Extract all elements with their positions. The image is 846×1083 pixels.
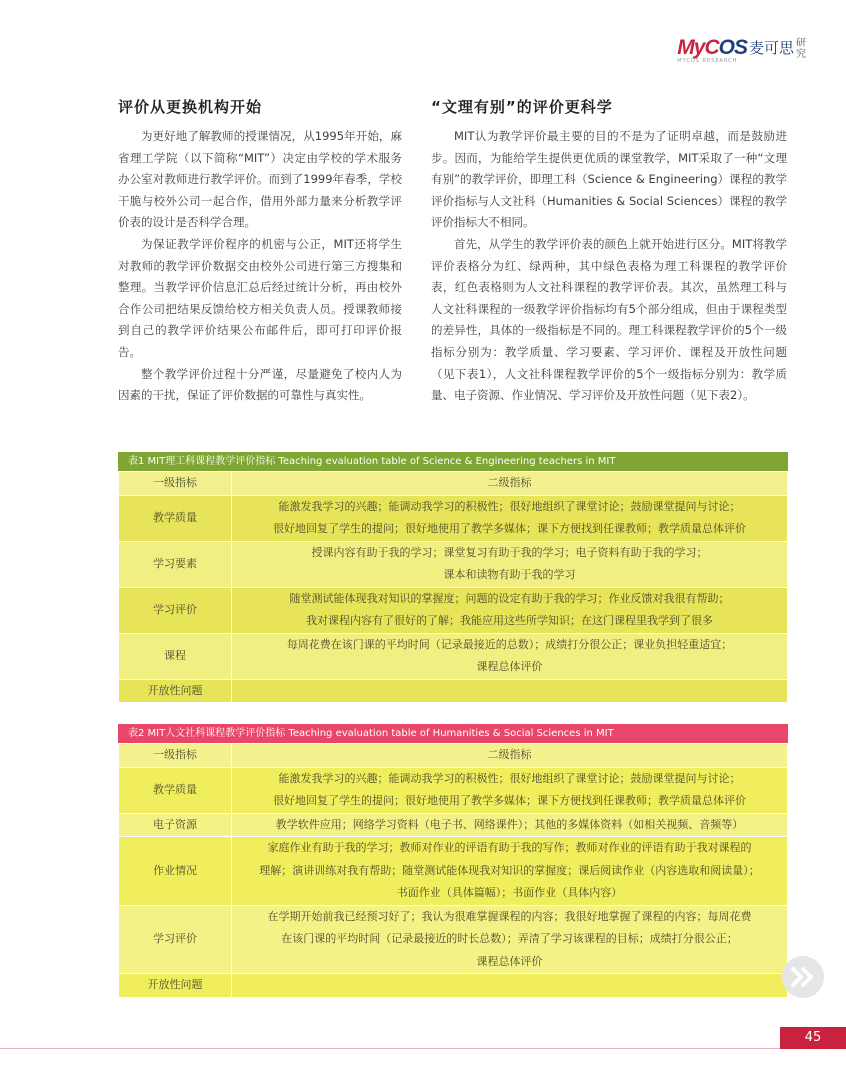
left-column [118, 96, 402, 407]
row-indicators [232, 974, 788, 998]
table-header-row [119, 472, 788, 496]
indicator-line: 能激发我学习的兴趣；能调动我学习的积极性；很好地组织了课堂讨论；鼓励课堂提问与讨论； [278, 499, 741, 513]
row-indicators [232, 767, 788, 813]
header-level-2: 二级指标 [232, 744, 788, 768]
double-chevron-right-icon [790, 967, 816, 987]
page-number: 45 [780, 1027, 846, 1049]
table-row [119, 813, 788, 837]
indicator-line: 课本和读物有助于我的学习 [443, 568, 576, 581]
table-row [119, 495, 788, 541]
table-row [119, 541, 788, 587]
row-label: 电子资源 [119, 813, 232, 837]
table-header-row [119, 744, 788, 768]
logo-cn: 麦可思 [748, 39, 794, 57]
indicator-line: 在学期开始前我已经预习好了；我认为很难掌握课程的内容；我很好地掌握了课程的内容；每周花费 [267, 909, 752, 923]
indicator-line: 很好地回复了学生的提问；很好地使用了教学多媒体；课下方便找到任课教师；教学质量总体评价 [273, 794, 746, 807]
indicator-line: 我对课程内容有了很好的了解；我能应用这些所学知识；在这门课程里我学到了很多 [306, 614, 713, 627]
footer-rule [0, 1048, 846, 1049]
row-label: 开放性问题 [119, 974, 232, 998]
header-level-1: 一级指标 [119, 744, 232, 768]
indicator-line: 理解；演讲训练对我有帮助；随堂测试能体现我对知识的掌握度；课后阅读作业（内容选取和阅读量）； [259, 863, 760, 877]
table-row [119, 633, 788, 679]
indicator-line [236, 974, 783, 997]
right-paragraph-2: 首先，从学生的教学评价表的颜色上就开始进行区分。MIT将教学评价表格分为红、绿两种，其中绿色表格为理工科课程的教学评价表，红色表格则为人文社科课程的教学评价表。其次，虽然理工科与人文社科课程的一级教学评价指标均有5个部分组成，但由于课程类型的差异性，具体的一级指标是不同的。理工科课程教学评价的5个一级指标分别为：教学质量、学习要素、学习评价、课程及开放性问题（见下表1），人文社科课程教学评价的5个一级指标分别为：教学质量、电子资源、作业情况、学习评价及开放性问题（见下表2）。 [431, 236, 787, 403]
left-paragraph-2: 为保证教学评价程序的机密与公正，MIT还将学生对教师的教学评价数据交由校外公司进行第三方搜集和整理。当教学评价信息汇总后经过统计分析，再由校外合作公司把结果反馈给校方相关负责人员。授课教师接到自己的教学评价结果公布邮件后，即可打印评价报告。 [118, 236, 402, 359]
header-level-1: 一级指标 [119, 472, 232, 496]
indicator-line: 能激发我学习的兴趣；能调动我学习的积极性；很好地组织了课堂讨论；鼓励课堂提问与讨论； [278, 771, 741, 785]
indicator-line: 很好地回复了学生的提问；很好地使用了教学多媒体；课下方便找到任课教师；教学质量总体评价 [273, 522, 746, 535]
indicator-line: 在该门课的平均时间（记录最接近的时长总数）；弄清了学习该课程的目标；成绩打分很公正； [281, 932, 738, 945]
table-2 [118, 724, 788, 998]
indicator-line: 授课内容有助于我的学习；课堂复习有助于我的学习；电子资料有助于我的学习； [311, 545, 708, 559]
left-paragraph-3: 整个教学评价过程十分严谨，尽量避免了校内人为因素的干扰，保证了评价数据的可靠性与真实性。 [118, 366, 402, 403]
left-paragraph-1: 为更好地了解教师的授课情况，从1995年开始，麻省理工学院（以下简称“MIT”）决定由学校的学术服务办公室对教师进行教学评价。而到了1999年春季，学校干脆与校外公司一起合作，借用外部力量来分析教学评价表的设计是否科学合理。 [118, 129, 402, 230]
row-indicators [232, 633, 788, 679]
right-heading: “文理有别”的评价更科学 [431, 98, 613, 116]
indicator-line: 家庭作业有助于我的学习；教师对作业的评语有助于我的写作；教师对作业的评语有助于我对课程的 [267, 841, 752, 854]
row-indicators [232, 813, 788, 837]
indicator-line: 教学软件应用；网络学习资料（电子书、网络课件）；其他的多媒体资料（如相关视频、音频等） [275, 817, 744, 831]
indicator-line: 课程总体评价 [476, 660, 543, 673]
row-indicators [232, 495, 788, 541]
indicator-line: 随堂测试能体现我对知识的掌握度；问题的设定有助于我的学习；作业反馈对我很有帮助； [289, 591, 730, 605]
row-indicators [232, 837, 788, 906]
row-label: 开放性问题 [119, 679, 232, 703]
row-label: 课程 [119, 633, 232, 679]
table-2-caption: 表2 MIT人文社科课程教学评价指标 Teaching evaluation table of Humanities & Social Sciences in MIT [118, 724, 788, 743]
table-row [119, 905, 788, 974]
indicator-line [236, 680, 783, 703]
row-label: 学习评价 [119, 905, 232, 974]
header-level-2: 二级指标 [232, 472, 788, 496]
logo-brand: MyCOS [677, 36, 747, 59]
right-paragraph-1: MIT认为教学评价最主要的目的不是为了证明卓越，而是鼓励进步。因而，为能给学生提供更优质的课堂教学，MIT采取了一种“文理有别”的教学评价，即理工科（Science & Engineering）课程的教学评价指标与人文社科（Humanities & Social Sciences）课程的教学评价指标大不相同。 [431, 129, 787, 230]
row-label: 学习要素 [119, 541, 232, 587]
indicator-line: 课程总体评价 [476, 954, 543, 968]
row-label: 教学质量 [119, 495, 232, 541]
table-2-grid [118, 743, 788, 998]
table-row [119, 837, 788, 906]
mycos-logo [677, 36, 808, 64]
table-row [119, 679, 788, 703]
row-indicators [232, 679, 788, 703]
row-label: 学习评价 [119, 587, 232, 633]
row-indicators [232, 541, 788, 587]
table-1-grid [118, 471, 788, 703]
table-1-caption: 表1 MIT理工科课程教学评价指标 Teaching evaluation table of Science & Engineering teachers in MIT [118, 452, 788, 471]
right-column [431, 96, 787, 407]
logo-research: 研究 [796, 38, 806, 60]
indicator-line: 书面作业（具体篇幅）；书面作业（具体内容） [396, 886, 623, 899]
table-row [119, 767, 788, 813]
table-1 [118, 452, 788, 703]
logo-tagline: MYCOS RESEARCH [677, 58, 738, 64]
row-label: 作业情况 [119, 837, 232, 906]
row-label: 教学质量 [119, 767, 232, 813]
next-page-button[interactable] [782, 956, 824, 998]
row-indicators [232, 905, 788, 974]
table-row [119, 587, 788, 633]
table-row [119, 974, 788, 998]
indicator-line: 每周花费在该门课的平均时间（记录最接近的总数）；成绩打分很公正；课业负担轻重适宜； [286, 637, 733, 651]
left-heading: 评价从更换机构开始 [118, 98, 263, 116]
row-indicators [232, 587, 788, 633]
